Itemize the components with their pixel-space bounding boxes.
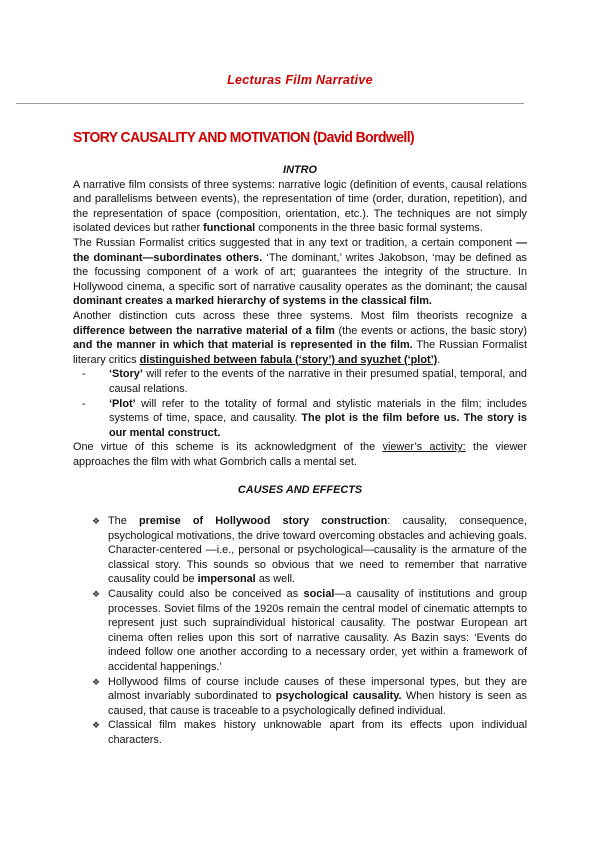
text-run: A narrative film consists of three systems: narrative logic (definition of events, causal relations and parallelisms between events), the representation of time (order, duration, repetition), and the representation of space (composition, orientation, etc.). The techniques are not simply isolated devices but rather: [73, 178, 527, 235]
bold-text: and the manner in which that material is represented in the film.: [73, 339, 413, 352]
text-run: : causality, consequence, psychological motivations, the drive toward overcoming obstacles and achieving goals. Character-centered —i.e., personal or psychological—causality is the armature of the classical story. This sounds so obvious that we need to remember that narrative causality could be: [108, 515, 528, 586]
bold-text: ‘Plot’: [109, 397, 136, 410]
list-item: [108, 514, 527, 587]
bold-text: dominant creates a marked hierarchy of systems in the classical film.: [73, 295, 432, 308]
header-divider: [16, 103, 524, 104]
bold-text: psychological causality.: [275, 690, 402, 703]
list-item: [109, 397, 527, 441]
text-run: the viewer approaches the film with what Gombrich calls a mental set.: [73, 441, 527, 468]
text-run: ‘The dominant,’ writes Jakobson, ‘may be defined as the focussing component of a work of art; guarantees the integrity of the structure. In Hollywood cinema, a specific sort of narrative causality operates as the dominant; the causal: [73, 251, 527, 293]
text-run: One virtue of this scheme is its acknowledgment of the: [73, 441, 383, 454]
bold-text: —the dominant—subordinates others.: [73, 236, 527, 264]
document-header-title: Lecturas Film Narrative: [227, 73, 373, 87]
text-run: Causality could also be conceived as: [108, 588, 304, 601]
causes-subheading: CAUSES AND EFFECTS: [237, 484, 363, 497]
bold-text: social: [303, 588, 335, 601]
bold-text: ‘Story’: [109, 368, 143, 381]
list-item: [108, 718, 527, 747]
text-run: When history is seen as caused, that cause is traceable to a psychologically defined individual.: [108, 690, 527, 717]
text-run: Hollywood films of course include causes of these impersonal types, but they are almost invariably subordinated to: [108, 675, 527, 703]
text-run: The Russian Formalist critics suggested that in any text or tradition, a certain component: [73, 236, 517, 249]
bold-text: functional: [203, 222, 256, 235]
text-run: components in the three basic formal systems.: [255, 222, 483, 235]
list-item: [108, 587, 527, 675]
underlined-text: viewer’s activity:: [382, 441, 466, 454]
text-run: as well.: [255, 573, 296, 586]
text-run: —a causality of institutions and group processes. Soviet films of the 1920s remain the central model of cinematic attempts to represent just such supraindividual historical causality. The postwar European art cinema often relies upon this sort of narrative causality. As Bazin says: ‘Events do indeed follow one another according to a necessary order, yet within a framework of accidental happenings.’: [108, 588, 527, 673]
text-run: will refer to the events of the narrative in their presumed spatial, temporal, and causal relations.: [109, 368, 527, 395]
list-item: [109, 367, 527, 396]
text-run: The Russian Formalist literary critics: [73, 339, 527, 366]
bold-text: premise of Hollywood story construction: [138, 515, 388, 528]
text-run: will refer to the totality of formal and stylistic materials in the film; includes systems of time, space, and causality.: [109, 397, 527, 425]
bold-text: impersonal: [197, 573, 256, 586]
section-heading: STORY CAUSALITY AND MOTIVATION (David Bordwell): [73, 129, 415, 146]
bold-text: difference between the narrative material of a film: [73, 324, 335, 337]
intro-subheading: INTRO: [283, 164, 317, 176]
list-item: [108, 675, 527, 719]
intro-paragraph: [73, 178, 527, 236]
text-run: (the events or actions, the basic story): [334, 324, 527, 337]
definition-list: [73, 367, 527, 440]
text-run: Classical film makes history unknowable apart from its effects upon individual characters.: [108, 719, 527, 746]
text-run: .: [437, 353, 441, 366]
bold-text: distinguished between fabula (‘story’) and syuzhet (‘plot’): [139, 353, 438, 366]
document-body: [73, 163, 527, 748]
intro-paragraph: [73, 440, 527, 469]
causes-list: [73, 514, 527, 748]
intro-paragraph: [73, 309, 527, 367]
bold-text: The plot is the film before us. The story is our mental construct.: [109, 412, 527, 439]
text-run: The: [108, 515, 139, 528]
text-run: Another distinction cuts across these three systems. Most film theorists recognize a: [73, 309, 527, 322]
intro-paragraph: [73, 236, 527, 309]
